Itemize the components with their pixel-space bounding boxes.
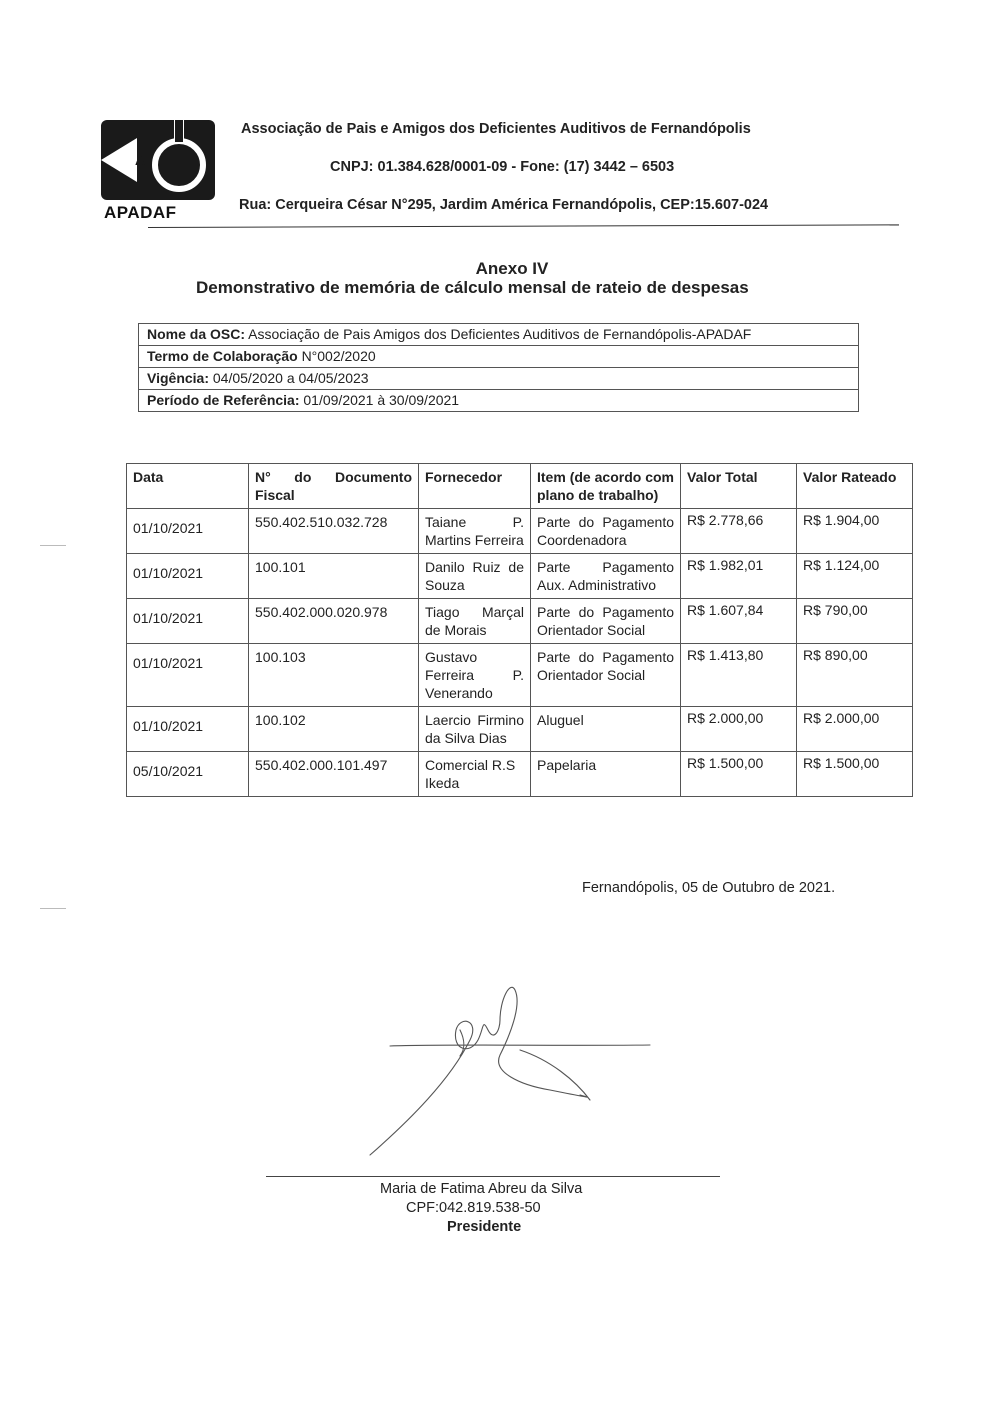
- col-header-documento: N° do Documento Fiscal: [249, 464, 419, 509]
- cell-documento: 100.102: [249, 707, 419, 752]
- cell-valor-total: R$ 1.500,00: [681, 752, 797, 797]
- col-header-item: Item (de acordo com plano de trabalho): [531, 464, 681, 509]
- cell-fornecedor: Comercial R.S Ikeda: [419, 752, 531, 797]
- signer-cpf: CPF:042.819.538-50: [406, 1200, 541, 1216]
- cell-documento: 100.101: [249, 554, 419, 599]
- col-header-data: Data: [127, 464, 249, 509]
- cell-documento: 550.402.510.032.728: [249, 509, 419, 554]
- table-row: [127, 644, 913, 707]
- vigencia-label: Vigência:: [147, 370, 209, 386]
- osc-label: Nome da OSC:: [147, 326, 246, 342]
- scan-mark: [40, 908, 66, 909]
- cell-valor-total: R$ 1.982,01: [681, 554, 797, 599]
- table-row: [127, 752, 913, 797]
- cell-item: Parte do Pagamento Orientador Social: [531, 599, 681, 644]
- cell-valor-total: R$ 2.778,66: [681, 509, 797, 554]
- place-date: Fernandópolis, 05 de Outubro de 2021.: [582, 880, 836, 896]
- table-row: [127, 554, 913, 599]
- info-row-termo: [139, 346, 859, 368]
- cell-valor-rateado: R$ 790,00: [797, 599, 913, 644]
- cell-fornecedor: Taiane P. Martins Ferreira: [419, 509, 531, 554]
- osc-value: Associação de Pais Amigos dos Deficientes Auditivos de Fernandópolis-APADAF: [248, 326, 752, 342]
- cell-documento: 550.402.000.020.978: [249, 599, 419, 644]
- cell-data: 01/10/2021: [127, 599, 249, 644]
- info-row-osc: [139, 324, 859, 346]
- cell-valor-rateado: R$ 1.500,00: [797, 752, 913, 797]
- periodo-value: 01/09/2021 à 30/09/2021: [303, 392, 460, 408]
- cell-data: 01/10/2021: [127, 554, 249, 599]
- cell-item: Parte do Pagamento Orientador Social: [531, 644, 681, 707]
- cell-documento: 100.103: [249, 644, 419, 707]
- table-row: [127, 599, 913, 644]
- col-header-valor-total: Valor Total: [681, 464, 797, 509]
- col-header-fornecedor: Fornecedor: [419, 464, 531, 509]
- cell-item: Parte Pagamento Aux. Administrativo: [531, 554, 681, 599]
- scan-mark: [40, 545, 66, 546]
- cell-item: Papelaria: [531, 752, 681, 797]
- header-divider: [148, 224, 899, 228]
- cell-valor-total: R$ 1.607,84: [681, 599, 797, 644]
- cell-fornecedor: Tiago Marçal de Morais: [419, 599, 531, 644]
- cell-item: Aluguel: [531, 707, 681, 752]
- termo-value: N°002/2020: [301, 348, 376, 364]
- osc-info-table: [138, 323, 859, 412]
- table-row: [127, 707, 913, 752]
- vigencia-value: 04/05/2020 a 04/05/2023: [212, 370, 369, 386]
- logo-text: APADAF: [104, 203, 177, 222]
- document-title: Demonstrativo de memória de cálculo mensal de rateio de despesas: [196, 278, 749, 297]
- termo-label: Termo de Colaboração: [147, 348, 298, 364]
- cell-data: 01/10/2021: [127, 509, 249, 554]
- expense-table: [126, 463, 913, 797]
- info-row-vigencia: [139, 368, 859, 390]
- org-cnpj: CNPJ: 01.384.628/0001-09 - Fone: (17) 3442 – 6503: [330, 159, 675, 175]
- info-row-periodo: [139, 390, 859, 412]
- org-address: Rua: Cerqueira César N°295, Jardim América Fernandópolis, CEP:15.607-024: [239, 197, 769, 213]
- cell-valor-total: R$ 2.000,00: [681, 707, 797, 752]
- cell-documento: 550.402.000.101.497: [249, 752, 419, 797]
- table-row: [127, 509, 913, 554]
- signer-name: Maria de Fatima Abreu da Silva: [380, 1181, 583, 1197]
- signature-line: [266, 1176, 720, 1177]
- handwritten-signature: [360, 960, 660, 1160]
- cell-fornecedor: Laercio Firmino da Silva Dias: [419, 707, 531, 752]
- cell-data: 01/10/2021: [127, 707, 249, 752]
- table-header-row: [127, 464, 913, 509]
- col-header-valor-rateado: Valor Rateado: [797, 464, 913, 509]
- cell-valor-rateado: R$ 890,00: [797, 644, 913, 707]
- cell-data: 01/10/2021: [127, 644, 249, 707]
- cell-item: Parte do Pagamento Coordenadora: [531, 509, 681, 554]
- periodo-label: Período de Referência:: [147, 392, 300, 408]
- cell-valor-rateado: R$ 1.904,00: [797, 509, 913, 554]
- cell-fornecedor: Gustavo Ferreira P. Venerando: [419, 644, 531, 707]
- cell-valor-rateado: R$ 1.124,00: [797, 554, 913, 599]
- logo-letter: A: [135, 152, 146, 168]
- signer-role: Presidente: [447, 1219, 522, 1235]
- cell-valor-total: R$ 1.413,80: [681, 644, 797, 707]
- cell-fornecedor: Danilo Ruiz de Souza: [419, 554, 531, 599]
- org-name: Associação de Pais e Amigos dos Deficientes Auditivos de Fernandópolis: [241, 121, 751, 137]
- cell-valor-rateado: R$ 2.000,00: [797, 707, 913, 752]
- annex-title: Anexo IV: [475, 259, 549, 278]
- cell-data: 05/10/2021: [127, 752, 249, 797]
